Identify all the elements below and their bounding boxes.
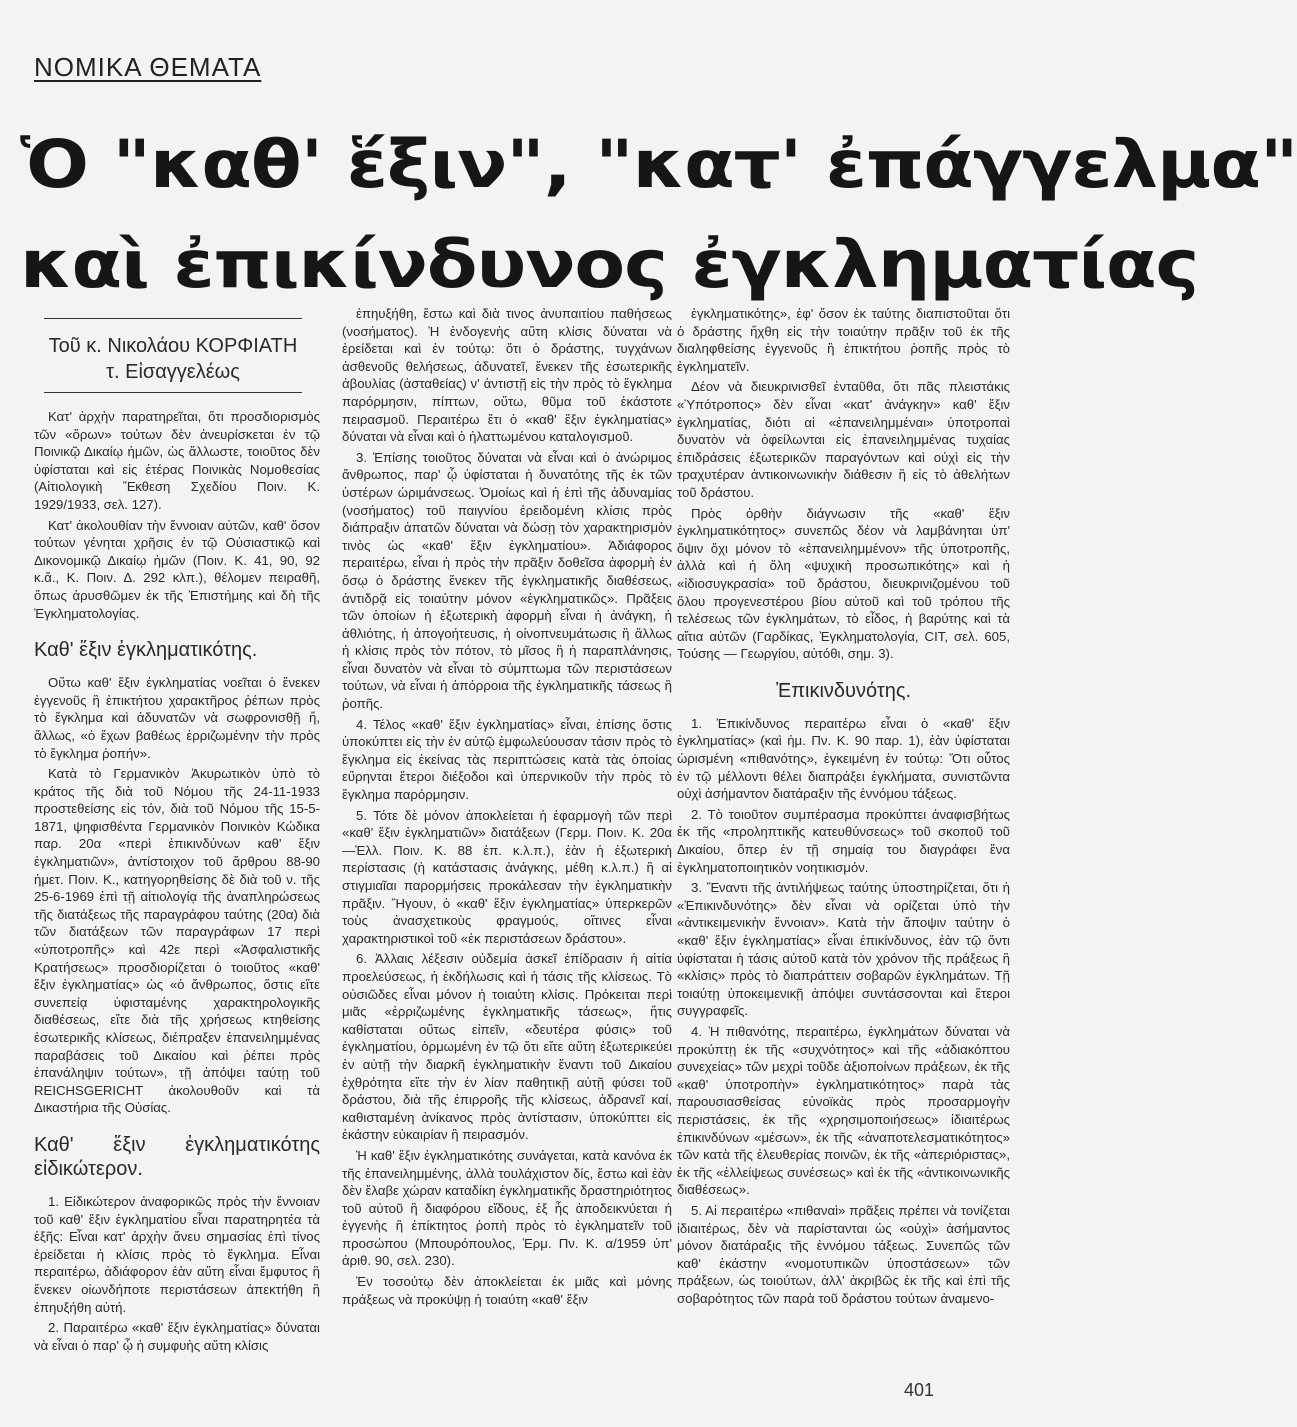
author-rule-bottom xyxy=(44,392,302,393)
paragraph: Δέον νὰ διευκρινισθεῖ ἐνταῦθα, ὅτι πᾶς πλειστάκις «Ὑπότροπος» δὲν εἶναι «κατ' ἀνάγκην» καθ' ἕξιν ἐγκληματίας, διότι αἱ «ἐπανειλημμέναι» ὑποτροπαὶ δυνατὸν νὰ ὀφείλωνται εἰς ἐπανειλημμένας τυχαίας ἐπιδράσεις ἐξωτερικῶν παραγόντων καὶ οὐχὶ εἰς τὴν τραχυτέραν ἀντικοινωνικὴν διάθεσιν ἢ εἰς τὸ ἀθελήτων τοῦ δράστου. xyxy=(677,379,1010,500)
paragraph: 2. Τὸ τοιοῦτον συμπέρασμα προκύπτει ἀναφισβήτως ἐκ τῆς «προληπτικῆς κατευθύνσεως» τοῦ σκοποῦ τοῦ Δικαίου, ὅπερ ἐν τῇ σημαίᾳ του διαγράφει ἕνα ἐγκληματοποιητικὸν νοητικισμόν. xyxy=(677,806,1010,875)
article-title-line-2: καὶ ἐπικίνδυνος ἐγκληματίας xyxy=(20,226,1199,303)
author-rule-top xyxy=(44,318,302,319)
paragraph: Οὕτω καθ' ἕξιν ἐγκληματίας νοεῖται ὁ ἕνεκεν ἐγγενοῦς ἢ ἐπικτήτου χαρακτῆρος ῥέπων πρὸς τὸ ἔγκλημα καὶ ἀδυνατῶν νὰ σωφρονισθῇ ἤ, ἄλλως, «ὁ ἔχων βαθέως ἐρριζωμένην τὴν πρὸς τὸ ἔγκλημα ῥοπήν». xyxy=(34,675,320,761)
page-number: 401 xyxy=(904,1380,935,1400)
section-header: NOMIKA ΘΕΜΑΤΑ xyxy=(34,52,262,82)
column-1 xyxy=(34,408,320,1357)
section-heading: Καθ' ἕξιν ἐγκληματικότης εἰδικώτερον. xyxy=(34,1133,320,1180)
paragraph: 3. Ἔναντι τῆς ἀντιλήψεως ταύτης ὑποστηρίζεται, ὅτι ἡ «Ἐπικινδυνότης» δὲν εἶναι νὰ ορίζεται ὑπὸ τὴν «ἀντικειμενικὴν ἔννοιαν». Κατὰ τὴν ἄποψιν ταύτην ὁ «καθ' ἕξιν ἐγκληματίας» εἶναι ἐπικίνδυνος, ἐὰν τῷ ὄντι ὑφίσταται ἡ τάσις αὐτοῦ κατὰ τὸν χρόνον τῆς πράξεως ἢ «κλίσις» πρὸς τὸ διαπράττειν σοβαρῶν ἐγκλημάτων. Τῇ τοιαύτῃ ὑποκειμενικῇ ἀπόψει συντάσσονται καὶ ἕτεροι συγγραφεῖς. xyxy=(677,880,1010,1019)
column-3 xyxy=(677,305,1010,1310)
section-heading: Ἐπικινδυνότης. xyxy=(775,679,912,702)
paragraph: 3. Ἐπίσης τοιοῦτος δύναται νὰ εἶναι καὶ ὁ ἀνώριμος ἄνθρωπος, παρ' ᾧ ὑφίσταται ἡ δυνατότης τῆς ἐκ τῶν ὑστέρων ὡριμάνσεως. Ὁμοίως καὶ ἡ ἐπὶ τῆς ἀδυναμίας (νοσήματος) τοῦ παιγνίου ἐρειδομένη κλίσις πρὸς διάπραξιν ἀπατῶν δύναται νὰ δώσῃ τὸν χαρακτηρισμὸν τινὸς ὡς «καθ' ἕξιν ἐγκληματίου». Ἀδιάφορος περαιτέρω, εἶναι ἡ πρὸς τὴν πρᾶξιν δοθεῖσα ἀφορμὴ ἐν ὅσῳ ὁ δράστης ἕνεκεν τῆς ἐγκληματικῆς διαθέσεως, ἀντιδρᾷ εἰς τοιαύτην μόνον «ἐγκληματικῶς». Πρᾶξεις τῶν ὁποίων ἡ ἐξωτερικὴ ἀφορμὴ εἶναι ἡ ἀνάγκη, ἡ ἀθλιότης, ἡ ἀπογοήτευσις, ἡ οἰνοπνευμάτωσις ἢ ἄλλως ἡ κλίσις πρὸς τὸν πότον, τὸ μῖσος ἢ ἡ παραπλάνησις, εἶναι δυνατὸν νὰ εἶναι τὸ σύμπτωμα τῶν περιστάσεων τούτων, νὰ εἶναι ἡ ἀπόρροια τῆς ἐγκληματικῆς τάσεως ἢ ῥοπῆς. xyxy=(342,449,672,712)
paragraph: Κατὰ τὸ Γερμανικὸν Ἀκυρωτικὸν ὑπὸ τὸ κράτος τῆς διὰ τοῦ Νόμου τῆς 24-11-1933 προστεθείσης εἰς τόν, διὰ τοῦ Νόμου τῆς 15-5-1871, ψηφισθέντα Γερμανικὸν Ποινικὸν Κώδικα παρ. 20α «περὶ ἐπικινδύνων καθ' ἕξιν ἐγκληματιῶν», ἀντίστοιχον τοῦ ἄρθρου 88-90 ἡμετ. Ποιν. Κ., κατηγορηθείσης δὲ διὰ τοῦ ν. τῆς 25-6-1969 ἐπὶ τῇ αἰτιολογίᾳ τῆς ἀναπληρώσεως τῆς διατάξεως τῆς παραγράφου ταύτης (20α) διὰ τῶν διατάξεων τῶν παραγράφων 17 περὶ «ὑποτροπῆς» καὶ 42ε περὶ «Ἀσφαλιστικῆς Κρατήσεως» προσδιορίζεται ὁ τοιοῦτος «καθ' ἕξιν ἐγκληματίας» ὡς «ὁ ἄνθρωπος, ὅστις εἴτε συνεπείᾳ ὑφισταμένης χαρακτηρολογικῆς διαθέσεως, εἴτε διὰ τῆς χρήσεως κτηθείσης ἐσωτερικῆς κλίσεως, διέπραξεν ἐπανειλημμένας παραβάσεις τοῦ Δικαίου καὶ ῥέπει πρὸς ἐπανάληψιν τούτων», τῇ ἀπόψει ταύτῃ τοῦ REICHSGERICHT ἀκολουθοῦν καὶ τὰ Δικαστήρια τῆς Οὐσίας. xyxy=(34,766,320,1116)
paragraph: Κατ' ἀκολουθίαν τὴν ἔννοιαν αὐτῶν, καθ' ὅσον τούτων γένηται χρῆσις ἐν τῷ Οὐσιαστικῷ καὶ Δικονομικῷ Δικαίῳ ἡμῶν (Ποιν. Κ. 41, 90, 92 κ.ἄ., Κ. Ποιν. Δ. 292 κλπ.), θέλομεν πειραθῆ, ὅπως ἀρυσθῶμεν ἐκ τῆς Ἐπιστήμης καὶ δὴ τῆς Ἐγκληματολογίας. xyxy=(34,517,320,621)
paragraph: 2. Παραιτέρω «καθ' ἕξιν ἐγκληματίας» δύναται νὰ εἶναι ὁ παρ' ᾧ ἡ συμφυὴς αὕτη κλίσις xyxy=(34,1320,320,1353)
paragraph: 4. Τέλος «καθ' ἕξιν ἐγκληματίας» εἶναι, ἐπίσης ὅστις ὑποκύπτει εἰς τὴν ἐν αὐτῷ ἐμφωλεύουσαν τάσιν πρὸς τὸ ἔγκλημα εἰς ἐκείνας τὰς περιπτώσεις κατὰ τὰς ὁποίας εὕρηνται ἕτεροι διέξοδοι καὶ ὑπερνικοῦν τὴν πρὸς τὸ ἔγκλημα παρόρμησιν. xyxy=(342,716,672,803)
author-name: Τοῦ κ. Νικολάου ΚΟΡΦΙΑΤΗ xyxy=(48,335,298,357)
paragraph: 5. Τότε δὲ μόνον ἀποκλείεται ἡ ἐφαρμογὴ τῶν περὶ «καθ' ἕξιν ἐγκληματιῶν» διατάξεων (Γερμ. Ποιν. Κ. 20α—Ἑλλ. Ποιν. Κ. 88 ἐπ. κ.λ.π.), ἐὰν ἡ ἐξωτερικὴ περίστασις (ἡ κατάστασις ἀνάγκης, μέθη κ.λ.π.) ἢ αἱ στιγμιαῖαι παρορμήσεις προκάλεσαν τὴν ἐγκληματικὴν πρᾶξιν. Ἤγουν, ὁ «καθ' ἕξιν ἐγκληματίας» ὑπερκερῶν τοὺς ἀνασχετικοὺς φραγμούς, οἵτινες εἶναι χαρακτηριστικοὶ τοῦ «ἐκ περιστάσεων δράστου». xyxy=(342,807,672,946)
section-heading: Καθ' ἕξιν ἐγκληματικότης. xyxy=(34,639,258,662)
paragraph: 4. Ἡ πιθανότης, περαιτέρω, ἐγκλημάτων δύναται νὰ προκύπτῃ ἐκ τῆς «συχνότητος» καὶ τῆς «ἀδιακόπτου συνεχείας» τῶν μεχρὶ τοῦδε ἀξιοποίνων πράξεων, ἐκ τῆς «καθ' ὑποτροπὴν» ἐγκληματικότητος» παρὰ τὰς παρουσιασθείσας εὐνοϊκὰς πρὸς προσαρμογὴν περιστάσεις, ἐκ τῆς «χρησιμοποιήσεως» ἰδιαιτέρως ἐπικινδύνων «μέσων», ἐκ τῆς «ἀναποτελεσματικότητος» τῶν κατὰ τῆς ἐλευθερίας ποινῶν, ἐκ τῆς «ἀπεριόριστας», ἐκ τῆς «ἐλλείψεως συνέσεως» καὶ ἐκ τῆς «ἀντικοινωνικῆς διαθέσεως». xyxy=(677,1023,1010,1198)
paragraph: ἐγκληματικότης», ἐφ' ὅσον ἐκ ταύτης διαπιστοῦται ὅτι ὁ δράστης ἤχθη εἰς τὴν τοιαύτην πρᾶξιν τοῦ ἐκ τῆς διαληφθείσης ἐγγενοῦς ἢ ἐπικτήτου ῥοπῆς πρὸς τὸ ἐγκληματεῖν. xyxy=(677,306,1010,374)
author-title: τ. Εἰσαγγελέως xyxy=(106,361,240,383)
paragraph: Κατ' ἀρχὴν παρατηρεῖται, ὅτι προσδιορισμὸς τῶν «ὅρων» τούτων δὲν ἀνευρίσκεται ἐν τῷ Ποινικῷ Δικαίῳ ἡμῶν, ὡς ἄλλωστε, τοιοῦτος δὲν ὑφίσταται καὶ εἰς ἑτέρας Ποινικὰς Νομοθεσίας (Αἰτιολογικὴ Ἔκθεση Σχεδίου Ποιν. Κ. 1929/1933, σελ. 127). xyxy=(34,409,320,512)
paragraph: 1. Ἐπικίνδυνος περαιτέρω εἶναι ὁ «καθ' ἕξιν ἐγκληματίας» (καὶ ἡμ. Πν. Κ. 90 παρ. 1), ἐὰν ὑφίσταται ὡρισμένη «πιθανότης», ἐγκειμένη ἐν τούτῳ: Ὅτι οὗτος ἐν τῷ μέλλοντι θέλει διαπράξει ἐγκλήματα, συνιστῶντα οὐχὶ ἀσήμαντον διατάραξιν τῆς ἐννόμου τάξεως. xyxy=(677,715,1010,802)
article-title-line-1: Ὁ "καθ' ἕξιν", "κατ' ἐπάγγελμα" xyxy=(20,126,1297,203)
paragraph: ἐπηυξήθη, ἔστω καὶ διὰ τινος ἀνυπαιτίου παθήσεως (νοσήματος). Ἡ ἐνδογενὴς αὕτη κλίσις δύναται νὰ ἐρείδεται καὶ ἐν τούτῳ: ὅτι ὁ δράστης, τυγχάνων ἀσθενοῦς θελήσεως, ἀδυνατεῖ, ἕνεκεν τῆς ἐσωτερικῆς ἀβουλίας (ἀσταθείας) ν' ἀντιστῇ εἰς τὴν πρὸς τὸ ἔγκλημα παρόρμησιν, πίπτων, οὕτω, θῦμα τοῦ ἑκάστοτε πειρασμοῦ. Περαιτέρω ἔτι ὁ «καθ' ἕξιν ἐγκληματίας» δύναται νὰ εἶναι καὶ ὁ ἠλαττωμένου καταλογισμοῦ. xyxy=(342,306,672,445)
paragraph: 1. Εἰδικώτερον ἀναφορικῶς πρὸς τὴν ἔννοιαν τοῦ καθ' ἕξιν ἐγκληματίου εἶναι παρατηρητέα τὰ ἑξῆς: Εἶναι κατ' ἀρχὴν ἄνευ σημασίας ἐπὶ τίνος ἐρείδεται ἡ κλίσις πρὸς τὸ ἔγκλημα. Εἶναι περαιτέρω, ἀδιάφορον ἐὰν αὕτη εἶναι ἔμφυτος ἢ ἕνεκεν οἰωνδήποτε περιστάσεων ἀπεκτήθη ἢ ἐπηυξήθη αὐτή. xyxy=(34,1193,320,1315)
column-2 xyxy=(342,305,672,1311)
paragraph: Ἐν τοσούτῳ δὲν ἀποκλείεται ἐκ μιᾶς καὶ μόνης πράξεως νὰ προκύψῃ ἡ τοιαύτη «καθ' ἕξιν xyxy=(342,1274,672,1307)
paragraph: Πρὸς ὀρθὴν διάγνωσιν τῆς «καθ' ἕξιν ἐγκληματικότητος» συνεπῶς δέον νὰ λαμβάνηται ὑπ' ὄψιν ὄχι μόνον τὸ «ἐπανειλημμένον» τῆς ὑποτροπῆς, ἀλλὰ καὶ ἡ ὅλη «ψυχικὴ προσωπικότης» καὶ ἡ «ἰδιοσυγκρασία» τοῦ δράστου, διευκρινιζομένου τοῦ ὅλου προγενεστέρου βίου αὐτοῦ καὶ τοῦ τρόπου τῆς τελέσεως τῶν ἐγκλημάτων, τὸ εἶδος, ἡ βαρύτης καὶ τὰ αἴτια αὐτῶν (Γαρδίκας, Ἐγκληματολογία, CIT, σελ. 605, Τούσης — Γεωργίου, αὐτόθι, σημ. 3). xyxy=(677,505,1010,662)
paragraph: Ἡ καθ' ἕξιν ἐγκληματικότης συνάγεται, κατὰ κανόνα ἐκ τῆς ἐπανειλημμένης, ἀλλὰ τουλάχιστον δίς, ἔστω καὶ ἐὰν δὲν ἔλαβε χώραν καταδίκη ἐγκληματικῆς δραστηριότητος τοῦ αὐτοῦ ἢ διαφόρου εἴδους, ἐξ ἧς ἀποδεικνύεται ἡ ἐγγενὴς ἢ ἐπίκτητος ῥοπὴ πρὸς τὸ ἐγκληματεῖν τοῦ προσώπου (Μπουρόπουλος, Ἑρμ. Πν. Κ. α/1959 ὑπ' ἀριθ. 90, σελ. 230). xyxy=(342,1147,672,1269)
paragraph: 5. Αἱ περαιτέρω «πιθαναὶ» πρᾶξεις πρέπει νὰ τονίζεται ἰδιαιτέρως, δὲν νὰ παρίστανται ὡς «οὐχὶ» ἀσήμαντος μόνον διατάραξις τῆς ἐννόμου τάξεως. Συνεπῶς τῶν καθ' ἑκάστην «νομοτυπικῶν ὑποστάσεων» τῶν πράξεων, ὡς τοιούτων, ἀλλ' ἀκριβῶς ἐκ τῆς καὶ ἐπὶ τῆς σοβαρότητος τῶν παρὰ τοῦ δράστου τούτων ἀναμενο- xyxy=(677,1202,1010,1306)
paragraph: 6. Ἀλλαις λέξεσιν οὐδεμία ἀσκεῖ ἐπίδρασιν ἡ αἰτία προελεύσεως, ἡ ἐκδήλωσις καὶ ἡ τάσις τῆς κλίσεως. Τὸ οὐσιῶδες εἶναι μόνον ἡ τοιαύτη κλίσις. Πρόκειται περὶ μιᾶς «ἐρριζωμένης ἐγκληματικῆς τάσεως», ἥτις καθίσταται οὕτως εἰπεῖν, «δευτέρα φύσις» τοῦ ἐγκληματίου, ὁρμωμένη ἐν τῷ ὅτι εἴτε αὕτη ἐξωτερικεύει ἐν αὐτῇ τὴν διαρκῆ ἐγκληματικὴν ἔναντι τοῦ Δικαίου ἐχθρότητα εἴτε τὴν ἐν λίαν παθητικῇ αὐτῇ φύσει τοῦ δράστου, διὰ τῆς ἐπιρροῆς τῆς κλίσεως, ἀδρανεῖ καί, καθισταμένη ἀνίκανος πρὸς ἀντίστασιν, ὑποκύπτει εἰς ἑκάστην εὐκαιρίαν ἢ πειρασμόν. xyxy=(342,951,672,1143)
